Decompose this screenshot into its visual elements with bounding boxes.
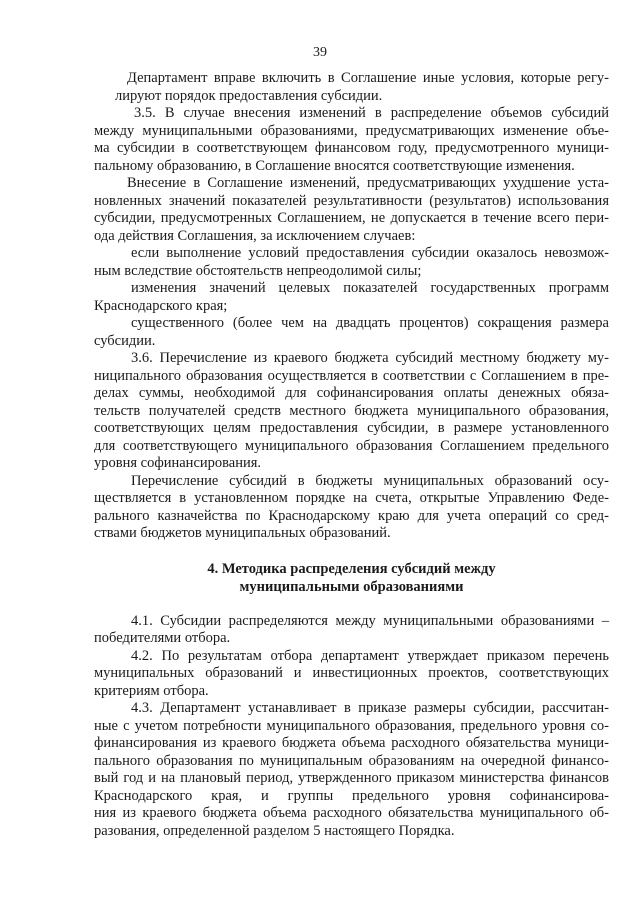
text-line: ма субсидии в соответствующем финансовом году, предусмотренного муници- [94,140,609,156]
text-line: ные с учетом потребности муниципального образования, предельного уровня со- [94,717,609,734]
text-line: между муниципальными образованиями, предусматривающих изменение объе- [94,122,609,139]
text-line: муниципальных образований и инвестиционных проектов, соответствующих [94,665,609,681]
text-line: Краснодарского края; [94,297,228,314]
section-4-heading [94,560,609,596]
text-line: лируют порядок предоставления субсидии. [115,87,383,104]
text-line: ния из краевого бюджета объема расходного обязательства муниципального об- [94,805,609,821]
text-line: для соответствующего муниципального образования Соглашением предельного [94,437,609,454]
exception-subsidy-reduction [94,315,609,350]
paragraph-3-5 [94,105,609,175]
text-line: уровня софинансирования. [94,455,262,471]
text-line: финансирования из краевого бюджета объема расходного обязательства муници- [94,735,609,751]
paragraph-amendments [94,175,609,245]
exception-force-majeure [94,245,609,280]
text-line: рального казначейства по Краснодарскому краю для учета операций со сред- [94,507,609,524]
text-line: разования, определенной разделом 5 настоящего Порядка. [94,822,455,839]
heading-line: муниципальными образованиями [239,578,464,595]
text-line: Краснодарского края, и группы предельного уровня софинансирова- [94,787,609,804]
text-line: существенного (более чем на двадцать процентов) сокращения размера [131,315,609,331]
text-line: 3.6. Перечисление из краевого бюджета субсидий местному бюджету му- [131,350,609,366]
text-line: критериям отбора. [94,682,209,699]
text-line: если выполнение условий предоставления субсидии оказалось невозмож- [131,245,609,261]
text-line: пальному образованию, в Соглашение вносятся соответствующие изменения. [94,157,575,174]
paragraph-3-4-continuation [94,70,609,105]
text-line: субсидии. [94,332,156,349]
text-line: 4.1. Субсидии распределяются между муниципальными образованиями – [131,612,609,629]
text-line: ствами бюджетов муниципальных образований. [94,525,391,541]
text-line: Перечисление субсидий в бюджеты муниципальных образований осу- [131,472,609,489]
text-line: 4.3. Департамент устанавливает в приказе размеры субсидии, рассчитан- [131,700,609,716]
text-line: делах суммы, необходимой для софинансирования оплаты денежных обяза- [94,385,609,401]
text-line: 3.5. В случае внесения изменений в распределение объемов субсидий [134,105,609,121]
text-line: новленных значений показателей результативности (результатов) использования [94,192,609,209]
text-line: соответствующих целям предоставления субсидии, в размере установленного [94,420,609,436]
text-line: ода действия Соглашения, за исключением случаев: [94,227,416,244]
text-line: тельств получателей средств местного бюджета муниципального образования, [94,402,609,419]
text-line: ниципального образования осуществляется в соответствии с Соглашением в пре- [94,367,609,384]
page-number: 39 [313,45,327,60]
text-line: субсидии, предусмотренных Соглашением, не допускается в течение всего пери- [94,210,609,226]
paragraph-4-2 [94,648,609,701]
text-line: 4.2. По результатам отбора департамент утверждает приказом перечень [131,647,609,664]
heading-line: 4. Методика распределения субсидий между [207,560,496,577]
text-line: пального образования по муниципальным образованиям на очередной финансо- [94,752,609,769]
text-line: вый год и на плановый период, утвержденного приказом министерства финансов [94,770,609,786]
paragraph-4-1 [94,613,609,648]
text-line: изменения значений целевых показателей государственных программ [131,280,609,296]
text-line: победителями отбора. [94,630,231,646]
paragraph-3-6 [94,350,609,473]
text-line: Департамент вправе включить в Соглашение иные условия, которые регу- [127,70,609,86]
text-line: ным вследствие обстоятельств непреодолимой силы; [94,262,422,279]
exception-program-indicators [94,280,609,315]
paragraph-4-3 [94,700,609,840]
text-line: ществляется в установленном порядке на счета, открытые Управлению Феде- [94,490,609,506]
document-body [94,70,609,840]
text-line: Внесение в Соглашение изменений, предусматривающих ухудшение уста- [127,175,609,191]
paragraph-subsidy-transfer [94,473,609,543]
